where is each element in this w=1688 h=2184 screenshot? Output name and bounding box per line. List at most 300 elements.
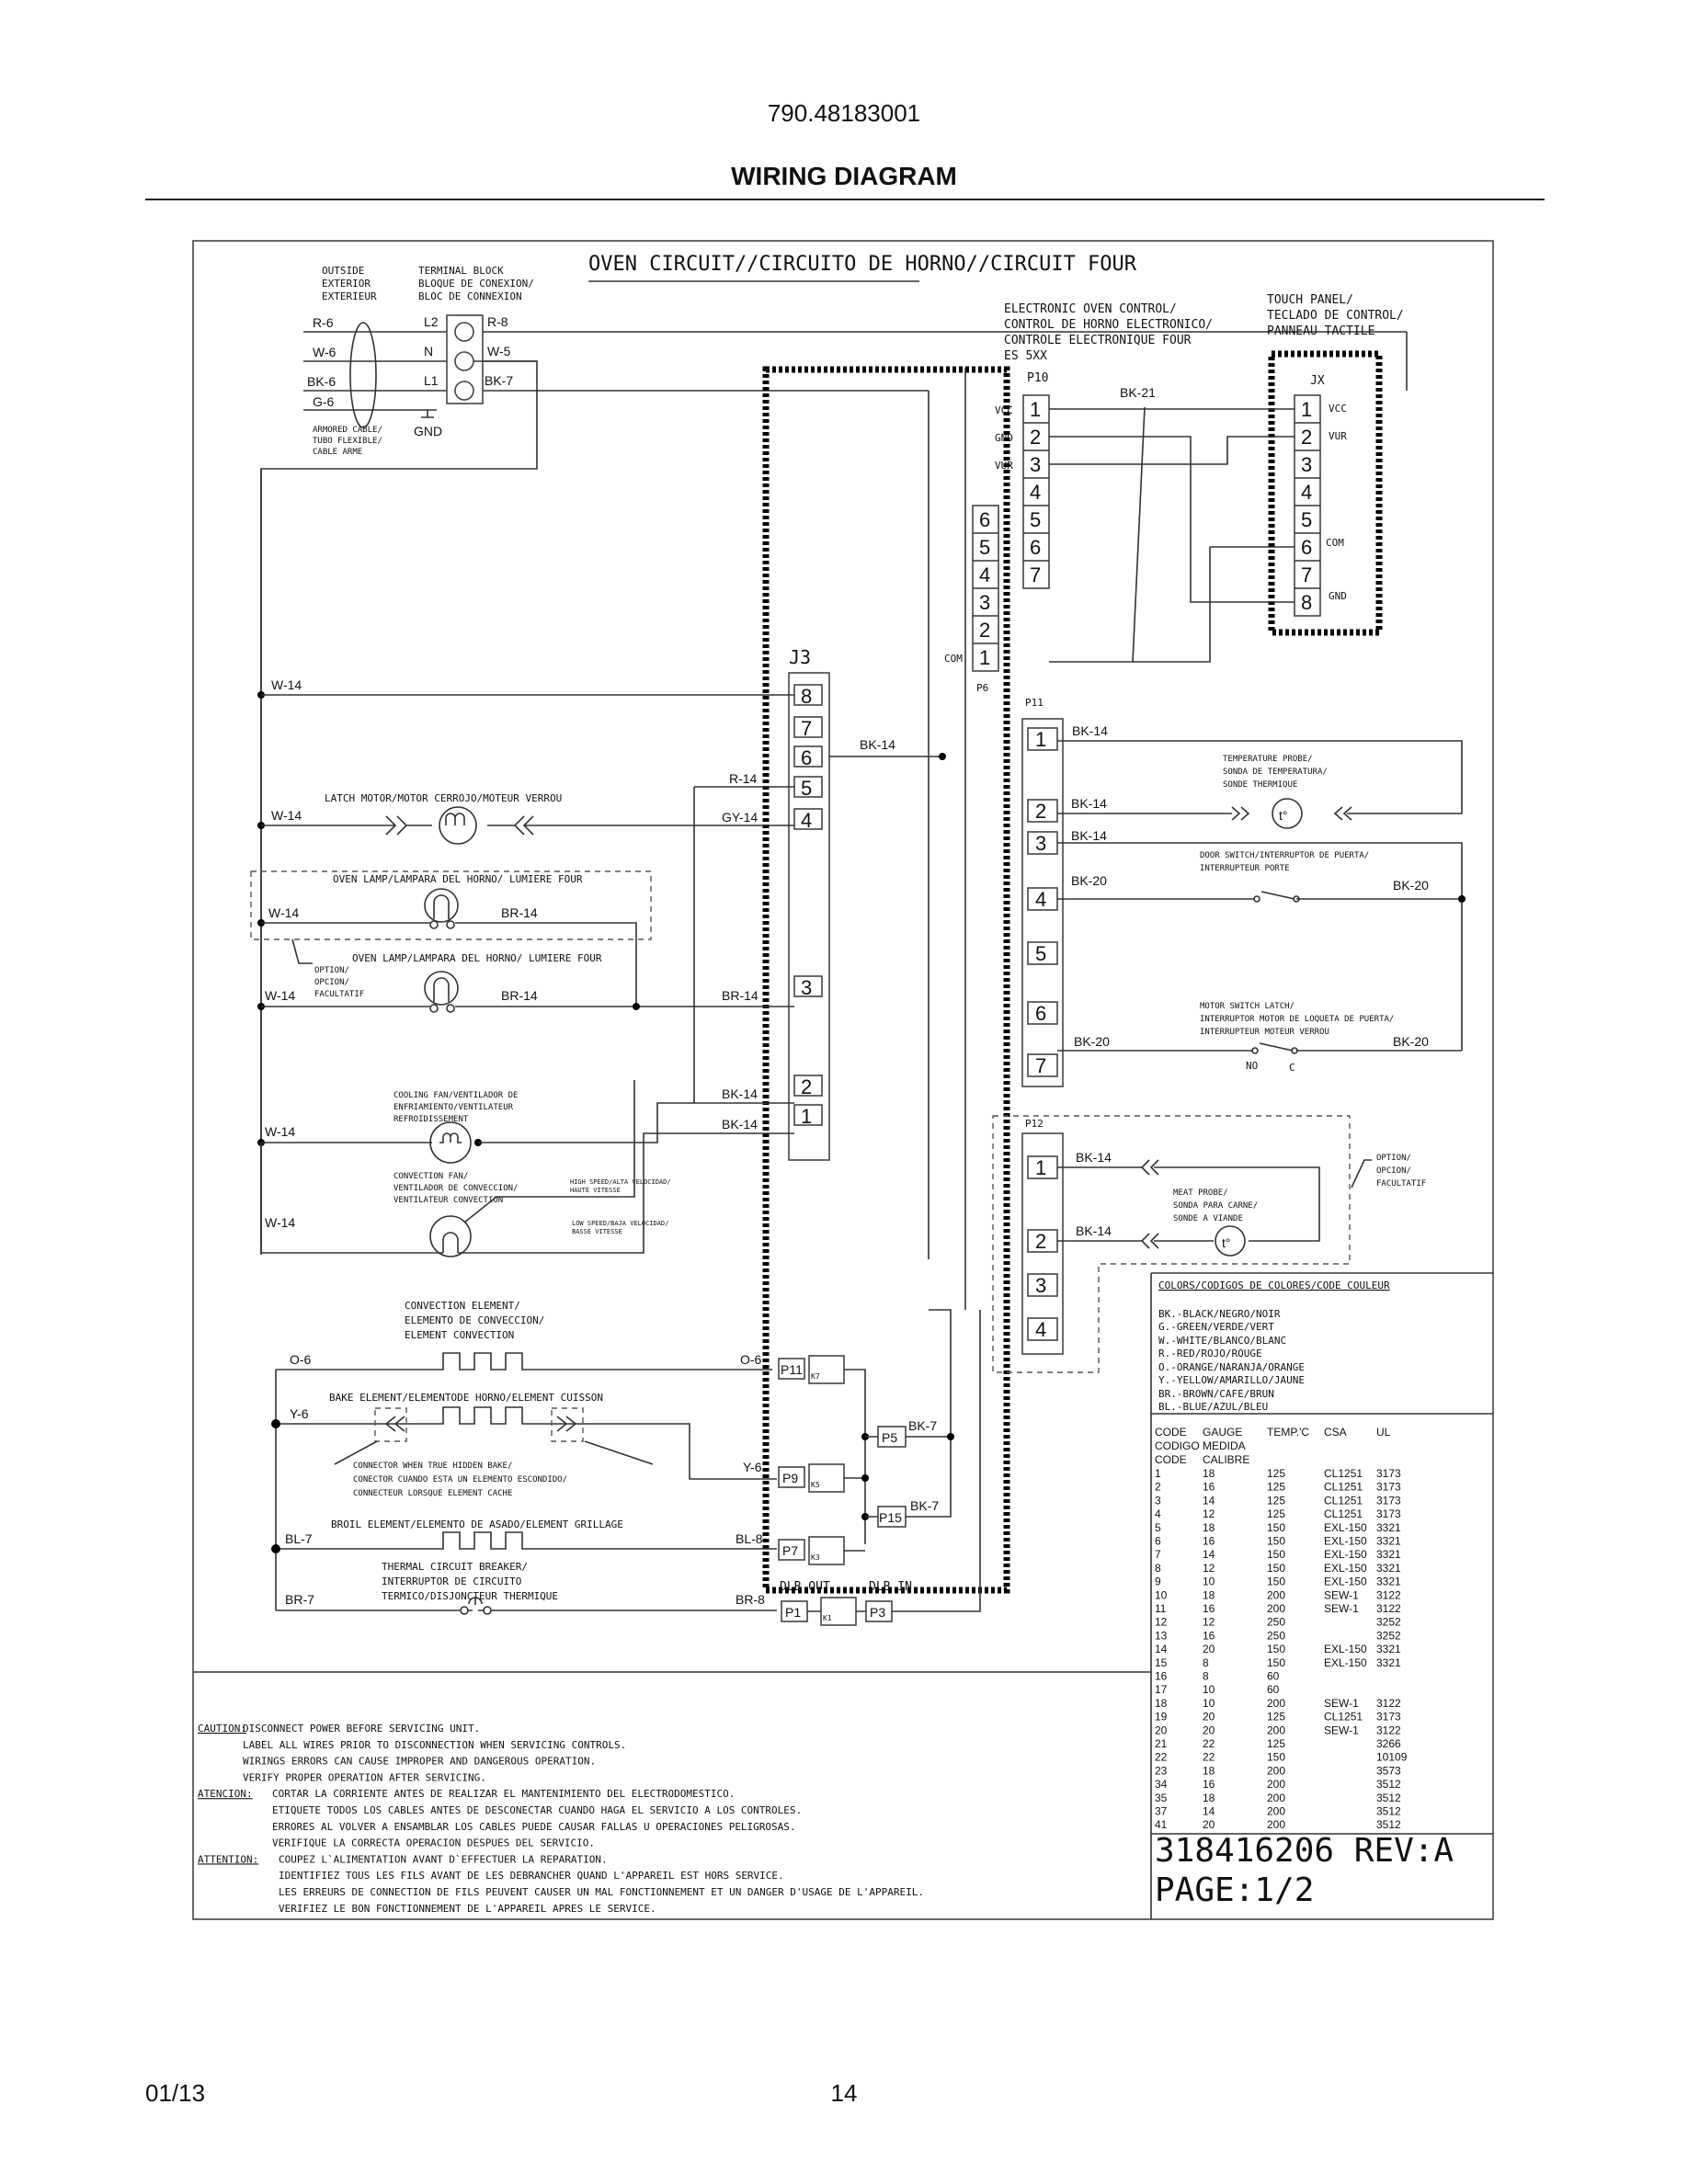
svg-text:ELEMENT CONVECTION: ELEMENT CONVECTION bbox=[405, 1329, 515, 1341]
table-cell: 14 bbox=[1203, 1494, 1215, 1507]
j3-connector bbox=[789, 646, 829, 1160]
table-cell: 200 bbox=[1267, 1723, 1286, 1737]
table-cell: 200 bbox=[1267, 1588, 1286, 1602]
table-cell: 14 bbox=[1155, 1643, 1168, 1656]
table-cell: 37 bbox=[1155, 1804, 1168, 1818]
svg-text:1: 1 bbox=[1035, 728, 1047, 751]
svg-text:6: 6 bbox=[1301, 536, 1313, 559]
table-cell: 150 bbox=[1267, 1575, 1286, 1588]
table-cell: 16 bbox=[1203, 1534, 1215, 1548]
caution-line: LES ERREURS DE CONNECTION DE FILS PEUVENT CAUSER UN MAL FONCTIONNEMENT ET UN DANGER D'USAGE DE L'APPAREIL. bbox=[279, 1886, 924, 1898]
svg-text:BL.-BLUE/AZUL/BLEU: BL.-BLUE/AZUL/BLEU bbox=[1158, 1401, 1269, 1413]
table-cell: 20 bbox=[1155, 1723, 1168, 1737]
table-cell: 18 bbox=[1203, 1764, 1215, 1778]
svg-text:W-14: W-14 bbox=[265, 988, 296, 1003]
svg-text:SONDA DE TEMPERATURA/: SONDA DE TEMPERATURA/ bbox=[1223, 768, 1328, 777]
svg-text:DLB IN: DLB IN bbox=[869, 1580, 912, 1594]
caution-line: LABEL ALL WIRES PRIOR TO DISCONNECTION WHEN SERVICING CONTROLS. bbox=[243, 1738, 627, 1751]
svg-text:OPCION/: OPCION/ bbox=[1376, 1166, 1411, 1176]
table-cell: 3321 bbox=[1376, 1643, 1401, 1656]
table-cell: 8 bbox=[1203, 1669, 1209, 1683]
caution-label: CAUTION: bbox=[198, 1723, 246, 1735]
table-cell: 22 bbox=[1203, 1750, 1215, 1764]
svg-text:VUR: VUR bbox=[995, 460, 1013, 472]
svg-text:P3: P3 bbox=[870, 1605, 886, 1620]
gnd-label: GND bbox=[414, 424, 443, 438]
svg-text:LOW SPEED/BAJA VELOCIDAD/: LOW SPEED/BAJA VELOCIDAD/ bbox=[572, 1220, 669, 1227]
table-cell: SEW-1 bbox=[1324, 1602, 1359, 1615]
svg-text:BK-20: BK-20 bbox=[1393, 1034, 1429, 1049]
table-cell: 150 bbox=[1267, 1520, 1286, 1534]
svg-text:VCC: VCC bbox=[995, 404, 1013, 416]
svg-text:CONNECTOR WHEN TRUE HIDDEN BAK: CONNECTOR WHEN TRUE HIDDEN BAKE/ bbox=[353, 1462, 513, 1471]
table-cell: CL1251 bbox=[1324, 1494, 1363, 1507]
table-cell: 8 bbox=[1203, 1655, 1209, 1669]
table-cell: 20 bbox=[1203, 1723, 1215, 1737]
svg-text:TERMICO/DISJONCTEUR THERMIQUE: TERMICO/DISJONCTEUR THERMIQUE bbox=[382, 1590, 559, 1602]
svg-text:BR-7: BR-7 bbox=[285, 1592, 314, 1607]
svg-text:COM: COM bbox=[1326, 537, 1344, 549]
document-number: 318416206 REV:A bbox=[1155, 1832, 1454, 1870]
caution-line: ETIQUETE TODOS LOS CABLES ANTES DE DESCONECTAR CUANDO HAGA EL SERVICIO A LOS CONTROLES. bbox=[272, 1804, 803, 1816]
table-cell: 200 bbox=[1267, 1791, 1286, 1804]
svg-text:2: 2 bbox=[1301, 426, 1313, 449]
table-cell: 200 bbox=[1267, 1778, 1286, 1792]
svg-text:1: 1 bbox=[1301, 398, 1313, 421]
table-cell: 6 bbox=[1155, 1534, 1161, 1548]
table-cell: 9 bbox=[1155, 1575, 1161, 1588]
svg-text:t°: t° bbox=[1279, 808, 1288, 823]
svg-text:BK-14: BK-14 bbox=[1076, 1223, 1112, 1238]
svg-text:OPTION/: OPTION/ bbox=[314, 966, 349, 975]
svg-text:O-6: O-6 bbox=[290, 1352, 312, 1367]
svg-text:FACULTATIF: FACULTATIF bbox=[314, 990, 365, 999]
table-cell: 200 bbox=[1267, 1818, 1286, 1832]
svg-text:CABLE ARME: CABLE ARME bbox=[313, 448, 363, 457]
svg-text:R-8: R-8 bbox=[487, 314, 508, 329]
table-cell: 5 bbox=[1155, 1520, 1161, 1534]
svg-text:P11: P11 bbox=[1025, 697, 1044, 709]
table-cell: 3122 bbox=[1376, 1723, 1401, 1737]
table-cell: 125 bbox=[1267, 1710, 1286, 1723]
svg-text:LATCH MOTOR/MOTOR CERROJO/MOTE: LATCH MOTOR/MOTOR CERROJO/MOTEUR VERROU bbox=[325, 792, 563, 804]
footer-page-number: 14 bbox=[830, 2079, 858, 2107]
svg-text:K1: K1 bbox=[823, 1614, 832, 1622]
table-cell: 10109 bbox=[1376, 1750, 1408, 1764]
table-cell: 3 bbox=[1155, 1494, 1161, 1507]
svg-text:BK-21: BK-21 bbox=[1120, 385, 1156, 400]
caution-label: ATENCION: bbox=[198, 1788, 253, 1801]
svg-text:2: 2 bbox=[1030, 426, 1042, 449]
svg-text:VUR: VUR bbox=[1329, 430, 1347, 442]
table-cell: 3173 bbox=[1376, 1710, 1401, 1723]
svg-text:7: 7 bbox=[1035, 1054, 1047, 1077]
svg-text:Y-6: Y-6 bbox=[743, 1460, 762, 1474]
caution-line: IDENTIFIEZ TOUS LES FILS AVANT DE LES DEBRANCHER QUAND L'APPAREIL EST HORS SERVICE. bbox=[279, 1870, 784, 1883]
caution-line: VERIFY PROPER OPERATION AFTER SERVICING. bbox=[243, 1771, 486, 1784]
svg-text:JX: JX bbox=[1310, 374, 1325, 388]
table-cell: 3252 bbox=[1376, 1629, 1401, 1643]
svg-text:J3: J3 bbox=[789, 646, 812, 668]
svg-text:3: 3 bbox=[1035, 1274, 1047, 1297]
svg-text:TUBO FLEXIBLE/: TUBO FLEXIBLE/ bbox=[313, 437, 382, 446]
svg-text:FACULTATIF: FACULTATIF bbox=[1376, 1179, 1427, 1189]
svg-text:BK-20: BK-20 bbox=[1071, 873, 1107, 888]
svg-text:Y-6: Y-6 bbox=[290, 1406, 309, 1421]
svg-text:4: 4 bbox=[1035, 888, 1047, 911]
svg-text:INTERRUPTEUR PORTE: INTERRUPTEUR PORTE bbox=[1200, 864, 1290, 873]
svg-text:4: 4 bbox=[1035, 1318, 1047, 1341]
table-cell: 20 bbox=[1203, 1710, 1215, 1723]
svg-text:TEMPERATURE PROBE/: TEMPERATURE PROBE/ bbox=[1223, 755, 1313, 764]
table-cell: 22 bbox=[1203, 1737, 1215, 1750]
table-cell: 16 bbox=[1203, 1778, 1215, 1792]
table-cell: 22 bbox=[1155, 1750, 1168, 1764]
svg-text:BR-14: BR-14 bbox=[501, 905, 538, 920]
table-cell: 250 bbox=[1267, 1615, 1286, 1629]
table-cell: 150 bbox=[1267, 1655, 1286, 1669]
svg-text:TECLADO DE CONTROL/: TECLADO DE CONTROL/ bbox=[1267, 309, 1404, 323]
svg-text:1: 1 bbox=[1030, 398, 1042, 421]
svg-text:CONVECTION ELEMENT/: CONVECTION ELEMENT/ bbox=[405, 1300, 520, 1312]
svg-text:BK-14: BK-14 bbox=[1071, 796, 1107, 811]
table-cell: 34 bbox=[1155, 1778, 1168, 1792]
svg-text:G-6: G-6 bbox=[313, 394, 335, 409]
table-cell: 8 bbox=[1155, 1561, 1161, 1575]
svg-text:BL-7: BL-7 bbox=[285, 1531, 313, 1546]
svg-text:1: 1 bbox=[801, 1105, 813, 1128]
svg-text:MEAT PROBE/: MEAT PROBE/ bbox=[1173, 1189, 1228, 1198]
table-cell: 3512 bbox=[1376, 1804, 1401, 1818]
table-cell: 14 bbox=[1203, 1548, 1215, 1562]
table-cell: 11 bbox=[1155, 1602, 1167, 1615]
svg-text:GND: GND bbox=[995, 432, 1013, 444]
svg-text:GND: GND bbox=[1329, 590, 1347, 602]
svg-text:CONECTOR CUANDO ESTA UN ELEMEN: CONECTOR CUANDO ESTA UN ELEMENTO ESCONDIDO/ bbox=[353, 1475, 567, 1484]
table-cell: 18 bbox=[1203, 1520, 1215, 1534]
svg-text:BK.-BLACK/NEGRO/NOIR: BK.-BLACK/NEGRO/NOIR bbox=[1158, 1308, 1281, 1320]
svg-text:BK-7: BK-7 bbox=[485, 373, 514, 388]
svg-text:3: 3 bbox=[801, 976, 813, 999]
table-cell: EXL-150 bbox=[1324, 1520, 1367, 1534]
table-cell: 7 bbox=[1155, 1548, 1161, 1562]
svg-text:6: 6 bbox=[1035, 1002, 1047, 1025]
table-cell: 16 bbox=[1203, 1480, 1215, 1494]
svg-text:1: 1 bbox=[979, 646, 991, 669]
table-cell: 19 bbox=[1155, 1710, 1168, 1723]
table-cell: 60 bbox=[1267, 1669, 1280, 1683]
table-header: TEMP.'C bbox=[1267, 1426, 1310, 1439]
svg-text:SONDA PARA CARNE/: SONDA PARA CARNE/ bbox=[1173, 1201, 1259, 1211]
table-cell: EXL-150 bbox=[1324, 1561, 1367, 1575]
caution-line: CORTAR LA CORRIENTE ANTES DE REALIZAR EL MANTENIMIENTO DEL ELECTRODOMESTICO. bbox=[272, 1788, 736, 1801]
svg-text:C: C bbox=[1289, 1062, 1295, 1074]
circuit-title: OVEN CIRCUIT//CIRCUITO DE HORNO//CIRCUIT FOUR bbox=[588, 253, 1137, 276]
table-cell: 21 bbox=[1155, 1737, 1168, 1750]
page-indicator: PAGE:1/2 bbox=[1155, 1871, 1315, 1909]
svg-text:8: 8 bbox=[1301, 591, 1313, 614]
table-cell: 3321 bbox=[1376, 1561, 1401, 1575]
svg-text:W.-WHITE/BLANCO/BLANC: W.-WHITE/BLANCO/BLANC bbox=[1158, 1335, 1287, 1347]
svg-text:5: 5 bbox=[1030, 508, 1042, 531]
svg-text:BAKE ELEMENT/ELEMENTODE HORNO/: BAKE ELEMENT/ELEMENTODE HORNO/ELEMENT CUISSON bbox=[329, 1392, 604, 1404]
table-cell: SEW-1 bbox=[1324, 1588, 1359, 1602]
caution-line: COUPEZ L`ALIMENTATION AVANT D`EFFECTUER LA REPARATION. bbox=[279, 1853, 608, 1866]
table-header: CODE bbox=[1155, 1426, 1187, 1439]
svg-text:K7: K7 bbox=[811, 1372, 820, 1381]
svg-text:BR-8: BR-8 bbox=[736, 1592, 765, 1607]
svg-text:6: 6 bbox=[801, 746, 813, 769]
table-cell: 35 bbox=[1155, 1791, 1168, 1804]
svg-text:CONTROLE ELECTRONIQUE FOUR: CONTROLE ELECTRONIQUE FOUR bbox=[1004, 334, 1192, 347]
svg-text:HAUTE VITESSE: HAUTE VITESSE bbox=[570, 1187, 621, 1194]
svg-text:4: 4 bbox=[1030, 481, 1042, 504]
svg-text:BK-7: BK-7 bbox=[908, 1418, 938, 1433]
svg-text:BK-20: BK-20 bbox=[1393, 878, 1429, 893]
table-header: CODE bbox=[1155, 1453, 1187, 1466]
table-cell: 3173 bbox=[1376, 1467, 1401, 1480]
svg-text:2: 2 bbox=[1035, 800, 1047, 823]
svg-text:INTERRUPTOR MOTOR DE LOQUETA D: INTERRUPTOR MOTOR DE LOQUETA DE PUERTA/ bbox=[1200, 1015, 1395, 1024]
svg-text:COM: COM bbox=[944, 653, 963, 665]
svg-text:W-6: W-6 bbox=[313, 345, 336, 359]
svg-text:2: 2 bbox=[801, 1075, 813, 1098]
svg-text:REFROIDISSEMENT: REFROIDISSEMENT bbox=[393, 1115, 469, 1124]
model-number: 790.48183001 bbox=[767, 99, 921, 127]
table-cell: EXL-150 bbox=[1324, 1643, 1367, 1656]
svg-text:VENTILATEUR CONVECTION: VENTILATEUR CONVECTION bbox=[393, 1196, 504, 1205]
footer-date: 01/13 bbox=[145, 2079, 206, 2107]
table-cell: 3173 bbox=[1376, 1494, 1401, 1507]
table-cell: 3321 bbox=[1376, 1575, 1401, 1588]
table-cell: 3321 bbox=[1376, 1534, 1401, 1548]
svg-text:ELEMENTO DE CONVECCION/: ELEMENTO DE CONVECCION/ bbox=[405, 1314, 545, 1326]
table-cell: 16 bbox=[1203, 1629, 1215, 1643]
table-header: MEDIDA bbox=[1203, 1439, 1246, 1452]
table-cell: EXL-150 bbox=[1324, 1655, 1367, 1669]
table-cell: 125 bbox=[1267, 1480, 1286, 1494]
svg-text:COLORS/CODIGOS DE COLORES/CODE: COLORS/CODIGOS DE COLORES/CODE COULEUR bbox=[1158, 1280, 1390, 1291]
table-cell: 200 bbox=[1267, 1696, 1286, 1710]
table-cell: 200 bbox=[1267, 1602, 1286, 1615]
table-cell: 20 bbox=[1203, 1643, 1215, 1656]
svg-text:OVEN LAMP/LAMPARA DEL HORNO/ L: OVEN LAMP/LAMPARA DEL HORNO/ LUMIERE FOUR bbox=[333, 873, 583, 885]
svg-text:BK-20: BK-20 bbox=[1074, 1034, 1110, 1049]
table-cell: 15 bbox=[1155, 1655, 1168, 1669]
table-cell: 3512 bbox=[1376, 1778, 1401, 1792]
svg-text:4: 4 bbox=[801, 809, 813, 832]
svg-text:BLOC DE CONNEXION: BLOC DE CONNEXION bbox=[418, 290, 522, 302]
table-cell: 250 bbox=[1267, 1629, 1286, 1643]
svg-text:TERMINAL BLOCK: TERMINAL BLOCK bbox=[418, 265, 504, 277]
svg-text:3: 3 bbox=[1301, 453, 1313, 476]
caution-line: ERRORES AL VOLVER A ENSAMBLAR LOS CABLES PUEDE CAUSAR FALLAS U OPERACIONES PELIGROSAS. bbox=[272, 1820, 796, 1833]
svg-text:P5: P5 bbox=[882, 1430, 898, 1445]
table-cell: 3321 bbox=[1376, 1548, 1401, 1562]
svg-text:INTERRUPTEUR MOTEUR VERROU: INTERRUPTEUR MOTEUR VERROU bbox=[1200, 1028, 1329, 1037]
svg-text:BK-14: BK-14 bbox=[1072, 723, 1108, 738]
table-cell: 3122 bbox=[1376, 1696, 1401, 1710]
svg-text:BK-14: BK-14 bbox=[722, 1086, 758, 1101]
svg-text:VCC: VCC bbox=[1329, 403, 1347, 415]
wire-label: W-14 bbox=[271, 677, 302, 692]
table-cell: 200 bbox=[1267, 1764, 1286, 1778]
svg-text:R-6: R-6 bbox=[313, 315, 334, 330]
svg-text:THERMAL CIRCUIT BREAKER/: THERMAL CIRCUIT BREAKER/ bbox=[382, 1561, 528, 1573]
svg-text:EXTERIEUR: EXTERIEUR bbox=[322, 290, 377, 302]
svg-text:NO: NO bbox=[1246, 1060, 1259, 1072]
svg-text:K3: K3 bbox=[811, 1553, 820, 1562]
svg-text:R.-RED/ROJO/ROUGE: R.-RED/ROJO/ROUGE bbox=[1158, 1348, 1262, 1359]
table-cell: 3252 bbox=[1376, 1615, 1401, 1629]
table-cell: 18 bbox=[1203, 1791, 1215, 1804]
table-cell: 10 bbox=[1203, 1575, 1215, 1588]
table-cell: 12 bbox=[1203, 1615, 1215, 1629]
table-header: UL bbox=[1376, 1426, 1391, 1439]
table-cell: EXL-150 bbox=[1324, 1534, 1367, 1548]
svg-text:DLB OUT: DLB OUT bbox=[780, 1580, 830, 1594]
svg-text:O-6: O-6 bbox=[740, 1352, 762, 1367]
table-cell: 13 bbox=[1155, 1629, 1168, 1643]
table-cell: CL1251 bbox=[1324, 1467, 1363, 1480]
svg-text:W-14: W-14 bbox=[265, 1124, 296, 1139]
svg-text:CONVECTION FAN/: CONVECTION FAN/ bbox=[393, 1172, 469, 1181]
svg-text:1: 1 bbox=[1035, 1156, 1047, 1179]
svg-text:EXTERIOR: EXTERIOR bbox=[322, 278, 371, 290]
table-cell: 3266 bbox=[1376, 1737, 1401, 1750]
svg-text:4: 4 bbox=[1301, 481, 1313, 504]
svg-text:P6: P6 bbox=[976, 682, 989, 694]
svg-text:CONTROL DE HORNO ELECTRONICO/: CONTROL DE HORNO ELECTRONICO/ bbox=[1004, 318, 1213, 332]
table-cell: 10 bbox=[1203, 1696, 1215, 1710]
svg-text:W-14: W-14 bbox=[265, 1215, 296, 1230]
svg-text:7: 7 bbox=[1030, 563, 1042, 586]
page-title: WIRING DIAGRAM bbox=[731, 162, 957, 190]
svg-text:P9: P9 bbox=[782, 1471, 799, 1485]
svg-text:BR-14: BR-14 bbox=[501, 988, 538, 1003]
svg-text:7: 7 bbox=[801, 717, 813, 740]
table-cell: 3321 bbox=[1376, 1655, 1401, 1669]
svg-text:OPTION/: OPTION/ bbox=[1376, 1154, 1411, 1163]
svg-text:3: 3 bbox=[1035, 832, 1047, 855]
table-cell: CL1251 bbox=[1324, 1710, 1363, 1723]
svg-text:BK-7: BK-7 bbox=[910, 1498, 940, 1513]
table-cell: 18 bbox=[1203, 1467, 1215, 1480]
svg-text:COOLING FAN/VENTILADOR DE: COOLING FAN/VENTILADOR DE bbox=[393, 1091, 519, 1100]
table-cell: 23 bbox=[1155, 1764, 1168, 1778]
svg-text:G.-GREEN/VERDE/VERT: G.-GREEN/VERDE/VERT bbox=[1158, 1321, 1274, 1333]
svg-text:W-5: W-5 bbox=[487, 344, 511, 358]
table-cell: 3512 bbox=[1376, 1818, 1401, 1832]
svg-text:OVEN LAMP/LAMPARA DEL HORNO/ L: OVEN LAMP/LAMPARA DEL HORNO/ LUMIERE FOUR bbox=[352, 952, 602, 964]
table-cell: 150 bbox=[1267, 1561, 1286, 1575]
svg-text:8: 8 bbox=[801, 685, 813, 708]
table-cell: 16 bbox=[1155, 1669, 1168, 1683]
svg-text:CONNECTEUR LORSQUE ELEMENT CAC: CONNECTEUR LORSQUE ELEMENT CACHE bbox=[353, 1489, 513, 1498]
svg-text:OPCION/: OPCION/ bbox=[314, 978, 349, 987]
svg-text:BR.-BROWN/CAFE/BRUN: BR.-BROWN/CAFE/BRUN bbox=[1158, 1388, 1274, 1400]
svg-text:PANNEAU TACTILE: PANNEAU TACTILE bbox=[1267, 324, 1375, 338]
caution-line: WIRINGS ERRORS CAN CAUSE IMPROPER AND DANGEROUS OPERATION. bbox=[243, 1755, 597, 1768]
table-cell: 17 bbox=[1155, 1683, 1168, 1697]
svg-text:L2: L2 bbox=[424, 314, 439, 329]
svg-text:t°: t° bbox=[1222, 1235, 1231, 1250]
p12-connector bbox=[1022, 1118, 1063, 1354]
svg-text:GY-14: GY-14 bbox=[722, 810, 758, 825]
table-cell: 12 bbox=[1155, 1615, 1168, 1629]
svg-text:2: 2 bbox=[979, 619, 991, 642]
svg-text:HIGH SPEED/ALTA VELOCIDAD/: HIGH SPEED/ALTA VELOCIDAD/ bbox=[570, 1178, 671, 1186]
table-header: GAUGE bbox=[1203, 1426, 1243, 1439]
svg-text:BR-14: BR-14 bbox=[722, 988, 758, 1003]
svg-text:DOOR SWITCH/INTERRUPTOR DE PUE: DOOR SWITCH/INTERRUPTOR DE PUERTA/ bbox=[1200, 851, 1370, 860]
table-cell: 200 bbox=[1267, 1804, 1286, 1818]
table-cell: 4 bbox=[1155, 1507, 1161, 1521]
table-cell: 150 bbox=[1267, 1534, 1286, 1548]
table-cell: EXL-150 bbox=[1324, 1548, 1367, 1562]
svg-text:3: 3 bbox=[979, 591, 991, 614]
svg-text:P11: P11 bbox=[781, 1362, 803, 1377]
wire-label: BK-14 bbox=[860, 737, 895, 752]
table-cell: 125 bbox=[1267, 1494, 1286, 1507]
table-cell: SEW-1 bbox=[1324, 1723, 1359, 1737]
svg-text:BK-14: BK-14 bbox=[1076, 1150, 1112, 1165]
svg-text:2: 2 bbox=[1035, 1230, 1047, 1253]
svg-text:N: N bbox=[424, 344, 434, 358]
table-cell: 12 bbox=[1203, 1507, 1215, 1521]
table-cell: 16 bbox=[1203, 1602, 1215, 1615]
svg-text:BASSE VITESSE: BASSE VITESSE bbox=[572, 1228, 622, 1235]
svg-text:BK-14: BK-14 bbox=[722, 1117, 758, 1132]
svg-text:6: 6 bbox=[1030, 536, 1042, 559]
table-cell: 2 bbox=[1155, 1480, 1161, 1494]
svg-text:BLOQUE DE CONEXION/: BLOQUE DE CONEXION/ bbox=[418, 278, 534, 290]
svg-text:MOTOR SWITCH LATCH/: MOTOR SWITCH LATCH/ bbox=[1200, 1002, 1295, 1011]
table-cell: 20 bbox=[1203, 1818, 1215, 1832]
svg-text:P10: P10 bbox=[1027, 371, 1049, 385]
svg-text:TOUCH PANEL/: TOUCH PANEL/ bbox=[1267, 293, 1353, 307]
svg-text:BK-6: BK-6 bbox=[307, 374, 336, 389]
table-cell: 41 bbox=[1155, 1818, 1168, 1832]
svg-text:5: 5 bbox=[801, 777, 813, 800]
svg-text:Y.-YELLOW/AMARILLO/JAUNE: Y.-YELLOW/AMARILLO/JAUNE bbox=[1158, 1374, 1305, 1386]
svg-text:ELECTRONIC OVEN CONTROL/: ELECTRONIC OVEN CONTROL/ bbox=[1004, 302, 1177, 316]
table-cell: 150 bbox=[1267, 1643, 1286, 1656]
table-cell: 10 bbox=[1155, 1588, 1168, 1602]
svg-text:BK-14: BK-14 bbox=[1071, 828, 1107, 843]
table-cell: 125 bbox=[1267, 1467, 1286, 1480]
table-cell: CL1251 bbox=[1324, 1480, 1363, 1494]
svg-text:R-14: R-14 bbox=[729, 771, 758, 786]
caution-line: VERIFIQUE LA CORRECTA OPERACION DESPUES DEL SERVICIO. bbox=[272, 1837, 595, 1849]
table-cell: EXL-150 bbox=[1324, 1575, 1367, 1588]
table-cell: 150 bbox=[1267, 1750, 1286, 1764]
table-cell: 3122 bbox=[1376, 1602, 1401, 1615]
svg-text:INTERRUPTOR DE CIRCUITO: INTERRUPTOR DE CIRCUITO bbox=[382, 1575, 522, 1587]
svg-text:3: 3 bbox=[1030, 453, 1042, 476]
svg-text:5: 5 bbox=[1301, 508, 1313, 531]
table-cell: 3173 bbox=[1376, 1480, 1401, 1494]
table-cell: 14 bbox=[1203, 1804, 1215, 1818]
table-cell: 12 bbox=[1203, 1561, 1215, 1575]
svg-text:ARMORED CABLE/: ARMORED CABLE/ bbox=[313, 426, 382, 435]
svg-text:VENTILADOR DE CONVECCION/: VENTILADOR DE CONVECCION/ bbox=[393, 1184, 519, 1193]
p11-connector bbox=[1022, 697, 1063, 1086]
svg-text:5: 5 bbox=[1035, 942, 1047, 965]
table-header: CODIGO bbox=[1155, 1439, 1200, 1452]
svg-text:P1: P1 bbox=[785, 1605, 802, 1620]
svg-text:P7: P7 bbox=[782, 1543, 799, 1558]
